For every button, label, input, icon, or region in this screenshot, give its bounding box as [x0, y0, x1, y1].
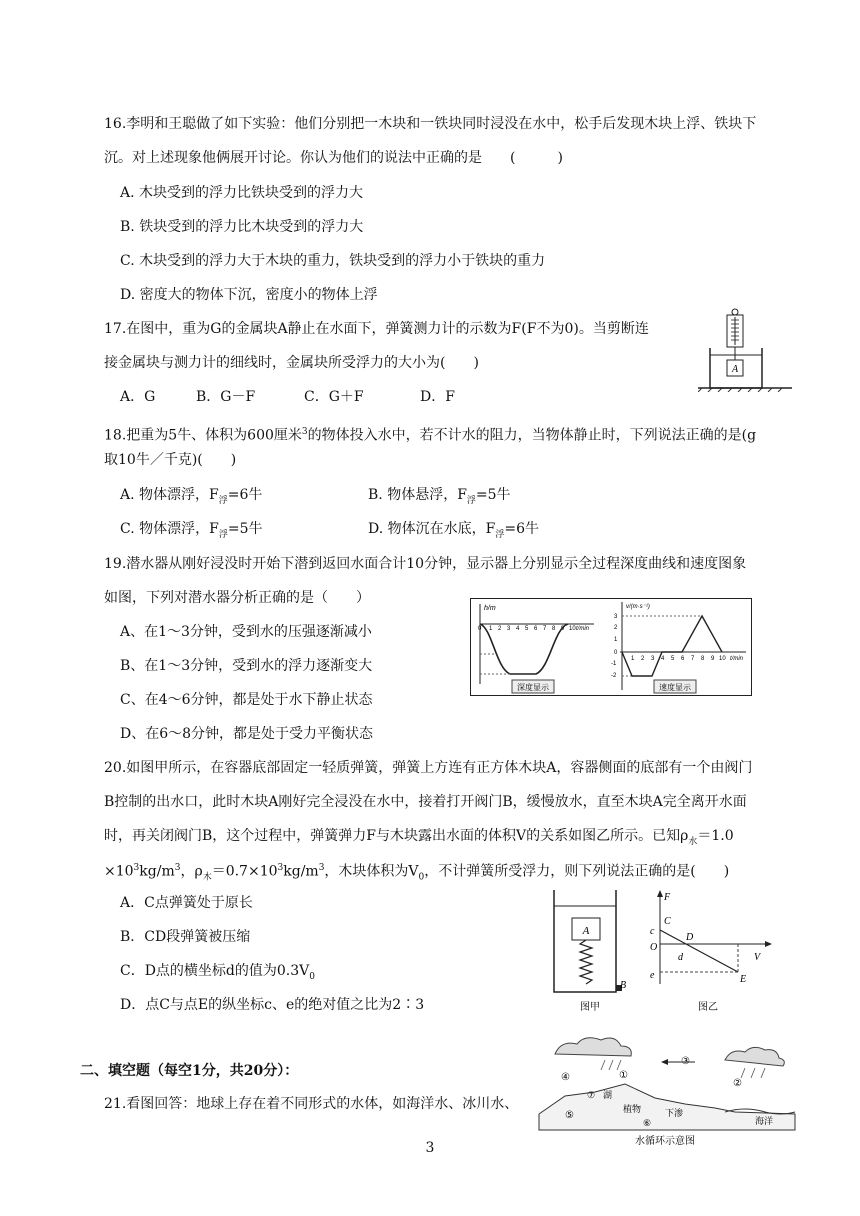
q17-option-b: B．G－F	[196, 389, 256, 405]
q18-option-a-value: =6牛	[227, 487, 263, 503]
q20-figure-a	[554, 890, 626, 1013]
q21-figure-caption: 水循环示意图	[635, 1136, 695, 1147]
q19-speed-caption: 速度显示	[659, 683, 691, 692]
q18-option-b-value: =5牛	[475, 487, 511, 503]
q20-line4-sup4: 3	[318, 863, 325, 873]
q18-line1-superscript: 3	[301, 427, 308, 437]
q20-label-e: e	[650, 970, 655, 981]
q20-option-b	[120, 927, 250, 947]
q18-option-d-sub: 浮	[495, 529, 505, 540]
q21-label-6: ⑥	[643, 1118, 652, 1128]
q18-option-a	[120, 485, 262, 511]
q16-option-c: C. 木块受到的浮力大于木块的重力，铁块受到的浮力小于铁块的重力	[120, 253, 546, 269]
q20-origin-O: O	[650, 942, 658, 953]
q21-label-plant: 植物	[623, 1104, 642, 1114]
q19-speed-line	[622, 616, 722, 676]
q19-speed-chart	[611, 602, 746, 693]
q18-option-a-text: A. 物体漂浮，F	[120, 487, 219, 503]
q20-line1: 20.如图甲所示，在容器底部固定一轻质弹簧，弹簧上方连有正方体木块A，容器侧面的底部有一个由阀门	[104, 760, 753, 776]
q21-label-2: ②	[733, 1078, 742, 1089]
q19-speed-x-label: t/min	[730, 656, 744, 662]
q20-line4-a: ×10	[104, 863, 134, 880]
q19-line2: 如图，下列对潜水器分析正确的是（ ）	[104, 590, 370, 606]
q19-speed-xtick-3: 3	[651, 656, 655, 662]
q19-speed-y-label: v/(m·s⁻¹)	[626, 604, 650, 610]
q20-option-c	[120, 961, 315, 987]
cloud-icon-left	[555, 1038, 631, 1056]
q20-line4	[104, 858, 729, 887]
q21-label-4: ④	[561, 1072, 570, 1083]
q19-depth-caption: 深度显示	[517, 683, 549, 692]
q18-option-c-value: =5牛	[227, 521, 263, 537]
q20-axis-F: F	[664, 892, 671, 903]
q16-option-d: D. 密度大的物体下沉，密度小的物体上浮	[120, 287, 378, 303]
q20-line4-e: kg/m	[283, 863, 319, 880]
q20-F-V-line	[660, 930, 738, 972]
q19-speed-ytick-3: 3	[614, 614, 618, 620]
q19-speed-xtick-4: 4	[661, 656, 665, 662]
q19-speed-xtick-1: 1	[631, 656, 635, 662]
q19-speed-ytick-0: 0	[614, 650, 618, 656]
q18-option-c-text: C. 物体漂浮，F	[120, 521, 219, 537]
q19-option-c: C、在4～6分钟，都是处于水下静止状态	[120, 692, 373, 708]
q19-option-d: D、在6～8分钟，都是处于受力平衡状态	[120, 726, 374, 742]
q20-valve-label: B	[620, 980, 627, 991]
q20-line3-text: 时，再关闭阀门B，这个过程中，弹簧弹力F与木块露出水面的体积V的关系如图乙所示。已知ρ	[104, 828, 689, 844]
q19-speed-xtick-10: 10	[719, 656, 726, 662]
q21-label-lake: 湖	[603, 1090, 613, 1100]
q16-line2: 沉。对上述现象他俩展开讨论。你认为他们的说法中正确的是 ( )	[104, 150, 563, 166]
q21-label-3: ③	[681, 1056, 690, 1067]
q20-figure-b-caption: 图乙	[698, 1002, 718, 1013]
q16-line1: 16.李明和王聪做了如下实验：他们分别把一木块和一铁块同时浸没在水中，松手后发现木块上浮、铁块下	[104, 116, 757, 132]
q20-figures	[548, 888, 778, 1016]
q20-option-a-text: A．C点弹簧处于原长	[120, 895, 253, 911]
q20-line3-sub: 水	[688, 836, 698, 847]
q18-option-b-text: B. 物体悬浮，F	[368, 487, 467, 503]
q18-line2: 取10牛／千克)( )	[104, 452, 237, 468]
q19-depth-y-label: h/m	[484, 605, 496, 612]
q19-depth-tick-3: 3	[507, 626, 511, 632]
q17-spring-scale-figure	[698, 308, 792, 392]
q20-block-label: A	[582, 925, 590, 937]
q16-option-a: A. 木块受到的浮力比铁块受到的浮力大	[120, 185, 364, 201]
q19-speed-ytick-m2: -2	[611, 673, 617, 679]
q20-line2: B控制的出水口，此时木块A刚好完全浸没在水中，接着打开阀门B，缓慢放水，直至木块A完全离开水面	[104, 794, 747, 810]
q20-line4-sup1: 3	[133, 863, 140, 873]
q20-option-d	[120, 995, 424, 1015]
q19-depth-x-label: t/min	[576, 626, 590, 632]
q18-option-c	[120, 519, 262, 545]
q20-line3-end: ＝1.0	[697, 828, 734, 844]
q20-line4-f: ，木块体积为V	[324, 863, 419, 880]
q20-option-c-sub: 0	[309, 971, 316, 982]
q21-label-5: ⑤	[565, 1110, 574, 1121]
q19-speed-ytick-m1: -1	[611, 661, 617, 667]
q19-depth-chart	[478, 604, 594, 693]
q21-line1: 21.看图回答：地球上存在着不同形式的水体，如海洋水、冰川水、	[104, 1096, 519, 1112]
q19-depth-tick-10: 10	[569, 626, 576, 632]
q20-line4-c: ，ρ	[180, 863, 203, 880]
q20-line4-sub: 木	[202, 872, 212, 883]
q20-line4-g: ，不计弹簧所受浮力，则下列说法正确的是( )	[424, 863, 730, 880]
q19-depth-tick-8: 8	[552, 626, 556, 632]
q20-line4-d: ＝0.7×10	[211, 863, 278, 880]
q20-label-d: d	[678, 952, 683, 963]
q19-speed-xtick-2: 2	[641, 656, 645, 662]
q21-label-infiltration: 下渗	[665, 1108, 684, 1118]
q19-display-figures	[470, 598, 752, 696]
q18-line1	[104, 422, 756, 446]
q19-speed-xtick-7: 7	[691, 656, 695, 662]
q19-speed-xtick-6: 6	[681, 656, 685, 662]
q17-option-d: D．F	[420, 389, 455, 405]
q19-speed-ytick-2: 2	[614, 625, 618, 631]
q20-figure-a-caption: 图甲	[580, 1002, 600, 1013]
q20-option-b-text: B．CD段弹簧被压缩	[120, 929, 251, 945]
q18-option-b	[368, 485, 511, 511]
q19-depth-tick-2: 2	[498, 626, 502, 632]
q18-option-a-sub: 浮	[218, 495, 228, 506]
q20-label-c: c	[650, 926, 655, 937]
q20-option-a	[120, 893, 253, 913]
q20-line4-sup2: 3	[174, 863, 181, 873]
q19-depth-tick-6: 6	[534, 626, 538, 632]
q18-option-b-sub: 浮	[466, 495, 476, 506]
q19-option-a: A、在1～3分钟，受到水的压强逐渐减小	[120, 624, 372, 640]
cloud-icon-right	[725, 1047, 784, 1066]
q19-depth-tick-9: 9	[561, 626, 565, 632]
q20-line4-sub2: 0	[418, 872, 425, 883]
q20-line4-sup3: 3	[277, 863, 284, 873]
q20-axis-V: V	[754, 952, 761, 963]
q19-speed-xtick-9: 9	[711, 656, 715, 662]
q18-line1-text-a: 18.把重为5牛、体积为600厘米	[104, 427, 302, 444]
q20-line4-b: kg/m	[139, 863, 175, 880]
q19-line1: 19.潜水器从刚好浸没时开始下潜到返回水面合计10分钟，显示器上分别显示全过程深度曲线和速度图象	[104, 556, 747, 572]
q20-spring	[580, 940, 592, 984]
q20-point-C: C	[664, 916, 671, 927]
q17-block-label: A	[731, 364, 739, 375]
q19-depth-tick-4: 4	[516, 626, 520, 632]
q21-label-1: ①	[619, 1070, 628, 1081]
page-number: 3	[425, 1140, 435, 1156]
q18-option-d-text: D. 物体沉在水底，F	[368, 521, 496, 537]
section-2-heading: 二、填空题（每空1分，共20分）：	[80, 1063, 299, 1079]
q19-depth-tick-0: 0	[478, 626, 482, 632]
q17-option-c: C．G＋F	[304, 389, 364, 405]
q20-option-d-text: D．点C与点E的纵坐标c、e的绝对值之比为2∶3	[120, 997, 425, 1013]
q17-line2: 接金属块与测力计的细线时，金属块所受浮力的大小为( )	[104, 355, 479, 371]
q19-speed-ytick-1: 1	[614, 637, 618, 643]
q16-option-b: B. 铁块受到的浮力比木块受到的浮力大	[120, 219, 364, 235]
q18-option-d-value: =6牛	[504, 521, 539, 537]
q19-speed-xtick-5: 5	[671, 656, 675, 662]
q17-line1: 17.在图中，重为G的金属块A静止在水面下，弹簧测力计的示数为F(F不为0)。当剪断连	[104, 321, 649, 337]
q17-option-a: A．G	[120, 389, 156, 405]
q19-speed-xtick-8: 8	[701, 656, 705, 662]
q19-depth-tick-5: 5	[525, 626, 529, 632]
q18-option-d	[368, 519, 539, 545]
q21-label-ocean: 海洋	[755, 1116, 774, 1126]
q19-depth-tick-1: 1	[489, 626, 493, 632]
q20-option-c-text: C．D点的横坐标d的值为0.3V	[120, 963, 310, 979]
q19-depth-tick-7: 7	[543, 626, 547, 632]
q21-water-cycle-figure	[535, 1034, 799, 1150]
q20-point-E: E	[740, 974, 747, 985]
q21-label-7: ⑦	[587, 1090, 596, 1100]
q20-point-D: D	[686, 932, 694, 943]
q20-line3	[104, 826, 734, 852]
q18-line1-text-b: 的物体投入水中，若不计水的阻力，当物体静止时，下列说法正确的是(g	[307, 427, 757, 444]
q18-option-c-sub: 浮	[218, 529, 228, 540]
q20-figure-b	[650, 890, 772, 1013]
q19-option-b: B、在1～3分钟，受到水的浮力逐渐变大	[120, 658, 373, 674]
